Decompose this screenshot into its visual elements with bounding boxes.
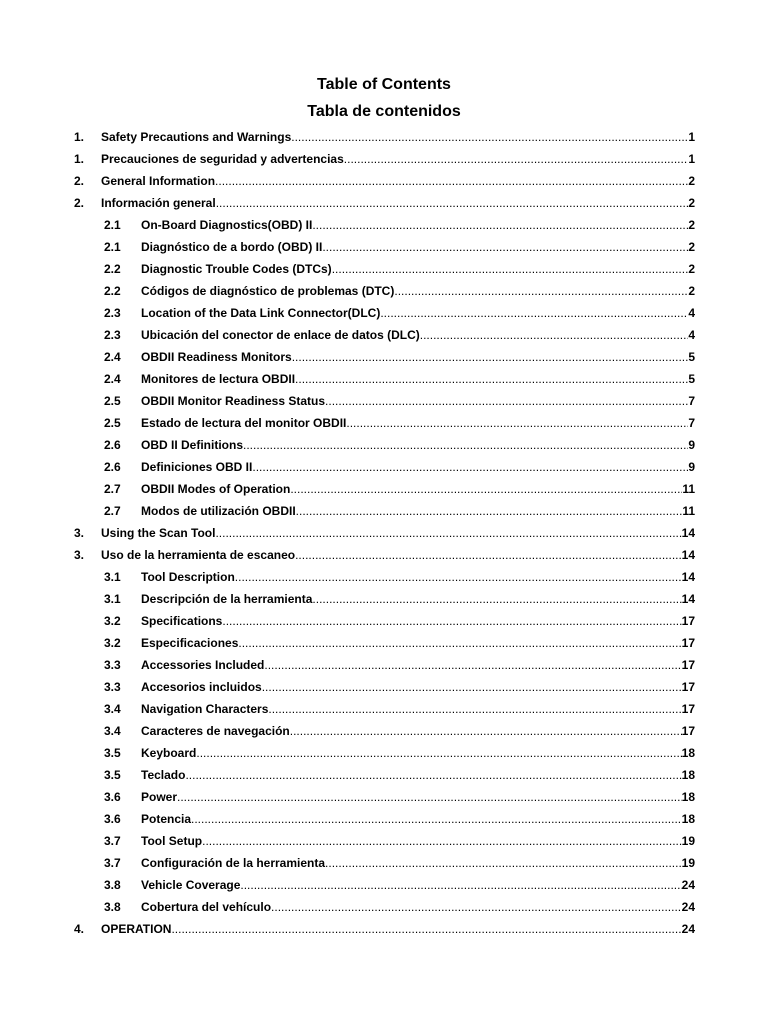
toc-entry-line: [141, 346, 695, 368]
toc-entry-number: 2.3: [104, 328, 121, 342]
toc-entry-label: Caracteres de navegación: [141, 720, 290, 742]
toc-entry-line: [141, 368, 695, 390]
toc-entry-number: 2.4: [104, 350, 121, 364]
toc-entry-line: [141, 896, 695, 918]
toc-entry-line: [141, 786, 695, 808]
toc-entry-number: 3.1: [104, 570, 121, 584]
toc-entry-page: 18: [681, 746, 695, 760]
toc-entry-number: 3.2: [104, 636, 121, 650]
toc-entry[interactable]: [0, 632, 768, 654]
toc-entry-line: [141, 324, 695, 346]
toc-entry-number: 3.7: [104, 834, 121, 848]
toc-entry[interactable]: [0, 588, 768, 610]
toc-entry[interactable]: [0, 742, 768, 764]
toc-entry-number: 3.7: [104, 856, 121, 870]
toc-entry[interactable]: [0, 874, 768, 896]
toc-dot-leader: [240, 874, 681, 896]
toc-entry-page: 24: [681, 900, 695, 914]
toc-entry-number: 3.5: [104, 768, 121, 782]
toc-dot-leader: [344, 148, 689, 170]
toc-entry-line: [141, 632, 695, 654]
toc-entry-label: Información general: [101, 192, 216, 214]
toc-entry[interactable]: [0, 434, 768, 456]
toc-entry[interactable]: [0, 698, 768, 720]
toc-entry[interactable]: [0, 566, 768, 588]
toc-entry-label: OBDII Monitor Readiness Status: [141, 390, 325, 412]
toc-entry-line: [101, 918, 695, 940]
toc-entry[interactable]: [0, 544, 768, 566]
toc-entry-page: 14: [681, 592, 695, 606]
toc-dot-leader: [215, 170, 688, 192]
toc-dot-leader: [295, 368, 688, 390]
toc-entry-number: 3.6: [104, 790, 121, 804]
toc-entry-line: [141, 764, 695, 786]
toc-entry-line: [101, 126, 695, 148]
toc-entry-number: 2.: [74, 196, 85, 210]
toc-entry-page: 1: [688, 130, 695, 144]
toc-entry-line: [141, 874, 695, 896]
toc-dot-leader: [268, 698, 681, 720]
toc-entry-page: 2: [688, 218, 695, 232]
toc-entry[interactable]: [0, 390, 768, 412]
toc-dot-leader: [191, 808, 682, 830]
toc-entry-line: [141, 478, 695, 500]
toc-entry-page: 4: [688, 328, 695, 342]
toc-dot-leader: [312, 214, 688, 236]
toc-entry-label: Descripción de la herramienta: [141, 588, 312, 610]
toc-entry[interactable]: [0, 720, 768, 742]
toc-entry-page: 17: [681, 680, 695, 694]
toc-entry-page: 2: [688, 262, 695, 276]
toc-entry-page: 18: [681, 812, 695, 826]
toc-entry-number: 3.4: [104, 702, 121, 716]
toc-entry-label: OBDII Modes of Operation: [141, 478, 290, 500]
toc-entry[interactable]: [0, 676, 768, 698]
toc-entry-line: [141, 456, 695, 478]
toc-entry-number: 3.: [74, 548, 85, 562]
toc-entry-number: 4.: [74, 922, 85, 936]
toc-entry[interactable]: [0, 830, 768, 852]
toc-entry[interactable]: [0, 610, 768, 632]
toc-entry-label: Location of the Data Link Connector(DLC): [141, 302, 380, 324]
toc-entry-page: 18: [681, 790, 695, 804]
toc-entry-page: 19: [681, 834, 695, 848]
toc-entry-label: General Information: [101, 170, 215, 192]
toc-entry-label: OBD II Definitions: [141, 434, 243, 456]
toc-entry-line: [141, 698, 695, 720]
toc-entry[interactable]: [0, 478, 768, 500]
toc-entry-label: Definiciones OBD II: [141, 456, 252, 478]
toc-entry-page: 17: [681, 702, 695, 716]
toc-entry-number: 3.: [74, 526, 85, 540]
toc-entry[interactable]: [0, 148, 768, 170]
toc-entry-label: OBDII Readiness Monitors: [141, 346, 292, 368]
toc-entry[interactable]: [0, 786, 768, 808]
toc-entry-page: 11: [682, 504, 695, 518]
toc-entry-line: [141, 434, 695, 456]
toc-dot-leader: [322, 236, 688, 258]
toc-entry-page: 11: [682, 482, 695, 496]
toc-entry-label: OPERATION: [101, 918, 171, 940]
toc-dot-leader: [296, 500, 683, 522]
toc-entry-number: 3.3: [104, 680, 121, 694]
toc-dot-leader: [291, 126, 688, 148]
toc-entry-line: [101, 544, 695, 566]
toc-entry-label: Safety Precautions and Warnings: [101, 126, 291, 148]
toc-entry-number: 3.3: [104, 658, 121, 672]
toc-entry-page: 24: [681, 878, 695, 892]
toc-entry[interactable]: [0, 918, 768, 940]
toc-entry-line: [141, 654, 695, 676]
toc-entry[interactable]: [0, 852, 768, 874]
toc-entry-line: [141, 610, 695, 632]
toc-dot-leader: [235, 566, 682, 588]
toc-entry-label: Vehicle Coverage: [141, 874, 240, 896]
toc-entry-number: 3.6: [104, 812, 121, 826]
toc-entry-page: 24: [681, 922, 695, 936]
toc-entry-page: 5: [688, 350, 695, 364]
toc-entry-line: [141, 214, 695, 236]
toc-entry-page: 4: [688, 306, 695, 320]
toc-entry-label: Keyboard: [141, 742, 196, 764]
toc-entry[interactable]: [0, 346, 768, 368]
toc-entry-page: 7: [688, 416, 695, 430]
toc-entry-line: [141, 676, 695, 698]
toc-entry-line: [141, 588, 695, 610]
toc-entry-label: Ubicación del conector de enlace de datos (DLC): [141, 324, 420, 346]
toc-entry-page: 9: [688, 460, 695, 474]
toc-entry-line: [141, 390, 695, 412]
toc-entry-number: 2.7: [104, 504, 121, 518]
toc-entry[interactable]: [0, 236, 768, 258]
toc-entry-label: Configuración de la herramienta: [141, 852, 325, 874]
toc-entry[interactable]: [0, 368, 768, 390]
toc-entry-number: 2.2: [104, 284, 121, 298]
toc-dot-leader: [262, 676, 682, 698]
toc-entry-number: 2.3: [104, 306, 121, 320]
toc-entry-page: 14: [681, 526, 695, 540]
toc-entry[interactable]: [0, 258, 768, 280]
toc-dot-leader: [290, 478, 682, 500]
toc-entry-label: Precauciones de seguridad y advertencias: [101, 148, 344, 170]
toc-entry-line: [101, 170, 695, 192]
toc-entry-label: Monitores de lectura OBDII: [141, 368, 295, 390]
toc-entry[interactable]: [0, 192, 768, 214]
toc-entry[interactable]: [0, 522, 768, 544]
toc-dot-leader: [292, 346, 689, 368]
toc-entry-page: 14: [681, 548, 695, 562]
toc-entry-page: 2: [688, 196, 695, 210]
toc-dot-leader: [243, 434, 688, 456]
toc-entry-page: 1: [688, 152, 695, 166]
toc-entry-line: [141, 280, 695, 302]
toc-entry-label: Códigos de diagnóstico de problemas (DTC): [141, 280, 394, 302]
toc-entry-page: 2: [688, 174, 695, 188]
toc-entry[interactable]: [0, 280, 768, 302]
toc-title-spanish: Tabla de contenidos: [307, 103, 461, 120]
toc-dot-leader: [295, 544, 682, 566]
toc-entry[interactable]: [0, 654, 768, 676]
toc-dot-leader: [325, 852, 682, 874]
toc-dot-leader: [346, 412, 688, 434]
toc-entry-page: 2: [688, 240, 695, 254]
toc-entry-page: 17: [681, 614, 695, 628]
toc-dot-leader: [177, 786, 682, 808]
toc-entry[interactable]: [0, 764, 768, 786]
toc-entry-line: [141, 720, 695, 742]
toc-dot-leader: [252, 456, 688, 478]
toc-entry-line: [141, 412, 695, 434]
toc-entry-label: Estado de lectura del monitor OBDII: [141, 412, 346, 434]
toc-dot-leader: [222, 610, 681, 632]
toc-entry-number: 2.: [74, 174, 85, 188]
toc-entry-label: Using the Scan Tool: [101, 522, 215, 544]
toc-dot-leader: [202, 830, 682, 852]
toc-dot-leader: [185, 764, 681, 786]
toc-entry-number: 1.: [74, 130, 85, 144]
toc-dot-leader: [238, 632, 681, 654]
toc-dot-leader: [290, 720, 682, 742]
toc-entry-number: 2.2: [104, 262, 121, 276]
toc-entry[interactable]: [0, 808, 768, 830]
toc-entry-page: 7: [688, 394, 695, 408]
toc-entry-label: Accessories Included: [141, 654, 264, 676]
toc-title-english: Table of Contents: [317, 76, 451, 93]
toc-entry-page: 9: [688, 438, 695, 452]
toc-entry-page: 2: [688, 284, 695, 298]
toc-entry-page: 14: [681, 570, 695, 584]
toc-entry-label: Uso de la herramienta de escaneo: [101, 544, 295, 566]
toc-entry-number: 2.5: [104, 416, 121, 430]
toc-dot-leader: [271, 896, 682, 918]
toc-dot-leader: [264, 654, 681, 676]
toc-entry-line: [141, 236, 695, 258]
toc-entry-number: 2.6: [104, 438, 121, 452]
toc-entry-label: Navigation Characters: [141, 698, 268, 720]
toc-entry-number: 3.4: [104, 724, 121, 738]
toc-entry[interactable]: [0, 896, 768, 918]
toc-dot-leader: [325, 390, 688, 412]
toc-entry-line: [141, 302, 695, 324]
toc-entry-label: Potencia: [141, 808, 191, 830]
toc-entry-label: Tool Description: [141, 566, 235, 588]
toc-entry[interactable]: [0, 214, 768, 236]
toc-entry-label: Diagnostic Trouble Codes (DTCs): [141, 258, 332, 280]
toc-dot-leader: [394, 280, 688, 302]
toc-dot-leader: [196, 742, 681, 764]
toc-entry-number: 2.4: [104, 372, 121, 386]
toc-dot-leader: [332, 258, 689, 280]
toc-entry-label: Power: [141, 786, 177, 808]
toc-entry-label: Tool Setup: [141, 830, 202, 852]
toc-entry-label: Specifications: [141, 610, 222, 632]
toc-entry-line: [141, 500, 695, 522]
table-of-contents-list: [0, 126, 768, 940]
toc-entry-label: Cobertura del vehículo: [141, 896, 271, 918]
toc-entry-line: [141, 742, 695, 764]
toc-entry-label: Especificaciones: [141, 632, 238, 654]
toc-entry[interactable]: [0, 126, 768, 148]
toc-entry[interactable]: [0, 412, 768, 434]
toc-entry-label: Diagnóstico de a bordo (OBD) II: [141, 236, 322, 258]
toc-entry-line: [101, 192, 695, 214]
toc-entry-number: 2.5: [104, 394, 121, 408]
toc-entry-line: [101, 148, 695, 170]
toc-entry-line: [101, 522, 695, 544]
toc-entry-page: 19: [681, 856, 695, 870]
toc-entry[interactable]: [0, 302, 768, 324]
toc-entry-number: 3.5: [104, 746, 121, 760]
toc-entry-line: [141, 852, 695, 874]
toc-entry-number: 1.: [74, 152, 85, 166]
toc-entry-label: Teclado: [141, 764, 185, 786]
toc-entry-line: [141, 830, 695, 852]
toc-entry-page: 17: [681, 724, 695, 738]
toc-entry-page: 18: [681, 768, 695, 782]
toc-entry-number: 2.1: [104, 218, 121, 232]
toc-entry-number: 2.7: [104, 482, 121, 496]
toc-entry-label: On-Board Diagnostics(OBD) II: [141, 214, 312, 236]
toc-dot-leader: [312, 588, 681, 610]
toc-dot-leader: [216, 192, 689, 214]
toc-entry-number: 3.8: [104, 878, 121, 892]
toc-dot-leader: [171, 918, 681, 940]
toc-entry-number: 3.1: [104, 592, 121, 606]
toc-entry-number: 3.2: [104, 614, 121, 628]
toc-entry-number: 2.1: [104, 240, 121, 254]
toc-entry-line: [141, 566, 695, 588]
toc-entry-line: [141, 258, 695, 280]
toc-entry-page: 5: [688, 372, 695, 386]
toc-entry[interactable]: [0, 324, 768, 346]
toc-dot-leader: [420, 324, 689, 346]
toc-entry-number: 3.8: [104, 900, 121, 914]
toc-entry[interactable]: [0, 456, 768, 478]
toc-dot-leader: [215, 522, 681, 544]
toc-entry[interactable]: [0, 500, 768, 522]
toc-entry-line: [141, 808, 695, 830]
toc-dot-leader: [380, 302, 688, 324]
toc-entry-page: 17: [681, 658, 695, 672]
toc-entry[interactable]: [0, 170, 768, 192]
toc-entry-label: Modos de utilización OBDII: [141, 500, 296, 522]
toc-entry-label: Accesorios incluidos: [141, 676, 262, 698]
toc-entry-page: 17: [681, 636, 695, 650]
toc-entry-number: 2.6: [104, 460, 121, 474]
